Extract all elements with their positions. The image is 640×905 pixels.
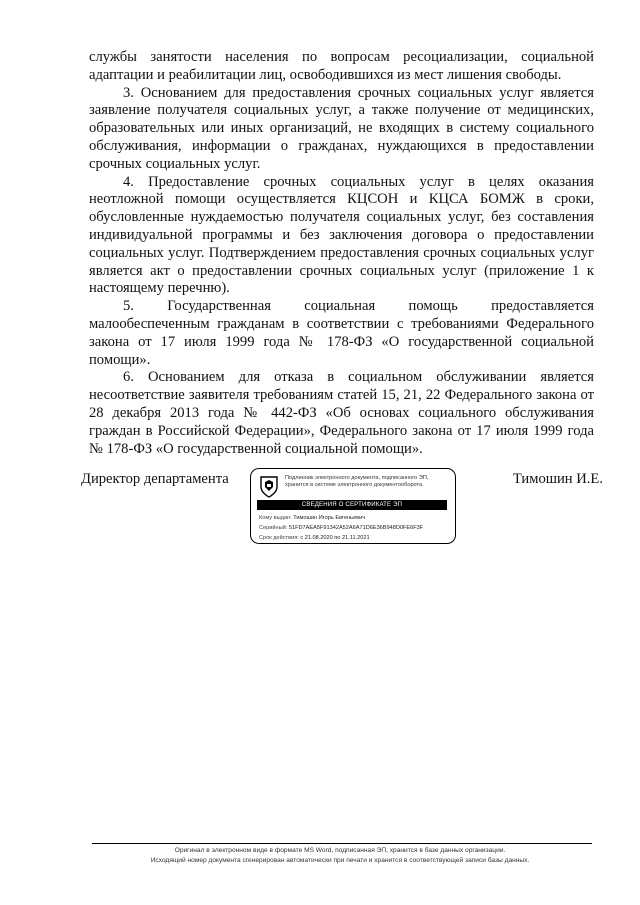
paragraph-item-6: 6. Основанием для отказа в социальном обслуживании является несоответствие заявителя требованиям статей 15, 21, 22 Федерального закона от 28 декабря 2013 года № 442-ФЗ «Об основах социального обслуживания граждан в Российской Федерации», Федерального закона от 17 июля 1999 года № 178-ФЗ «О государственной социальной помощи». [89,369,594,457]
footer-line-1: Оригинал в электронном виде в формате MS Word, подписанная ЭП, хранится в базе данных организации. [174,847,506,854]
stamp-validity: с 21.08.2020 по 21.11.2021 [300,535,370,541]
paragraph-item-5: 5. Государственная социальная помощь предоставляется малообеспеченным гражданам в соответствии с требованиями Федерального закона от 17 июля 1999 года № 178-ФЗ «О государственной социальной помощи». [89,298,594,368]
page-footer [60,846,620,866]
stamp-validity-label: Срок действия: [259,535,299,541]
footer-line-2: Исходящий номер документа сгенерирован автоматически при печати и хранится в соответствующей записи базы данных. [150,857,530,864]
signature-block [0,468,640,558]
stamp-validity-row [259,533,454,543]
coat-of-arms-icon [258,475,280,499]
stamp-serial-label: Серийный: [259,525,288,531]
stamp-details [259,513,454,543]
stamp-issued-to-label: Кому выдан: [259,515,292,521]
signatory-name: Тимошин И.Е. [512,471,603,487]
paragraph-continuation: службы занятости населения по вопросам ресоциализации, социальной адаптации и реабилитации лиц, освободившихся из мест лишения свободы. [89,49,594,83]
signatory-title: Директор департамента [81,471,229,487]
stamp-issued-to: Тимошин Игорь Евгеньевич [293,515,366,521]
stamp-issued-to-row [259,513,454,523]
body-text [89,49,594,458]
stamp-header: СВЕДЕНИЯ О СЕРТИФИКАТЕ ЭП [257,500,447,510]
footer-divider [92,843,592,844]
paragraph-item-3: 3. Основанием для предоставления срочных социальных услуг является заявление получателя социальных услуг, а также получение от медицинских, образовательных или иных организаций, не входящих в систему социального обслуживания, информации о гражданах, нуждающихся в предоставлении срочных социальных услуг. [89,84,594,172]
paragraph-item-4: 4. Предоставление срочных социальных услуг в целях оказания неотложной помощи осуществляется КЦСОН и КЦСА БОМЖ в сроки, обусловленные нуждаемостью получателя социальных услуг, без составления индивидуальной программы и без заключения договора о предоставлении социальных услуг. Подтверждением предоставления срочных социальных услуг является акт о предоставлении срочных социальных услуг (приложение 1 к настоящему перечню). [89,173,594,297]
electronic-signature-stamp [250,468,456,544]
stamp-serial: 51FD7AEA5F91342A52A6A71D6E36B948D0FE6F3F [288,525,424,531]
stamp-serial-row [259,523,454,533]
stamp-note: Подлинник электронного документа, подписанного ЭП, хранится в системе электронного документооборота. [285,475,429,488]
